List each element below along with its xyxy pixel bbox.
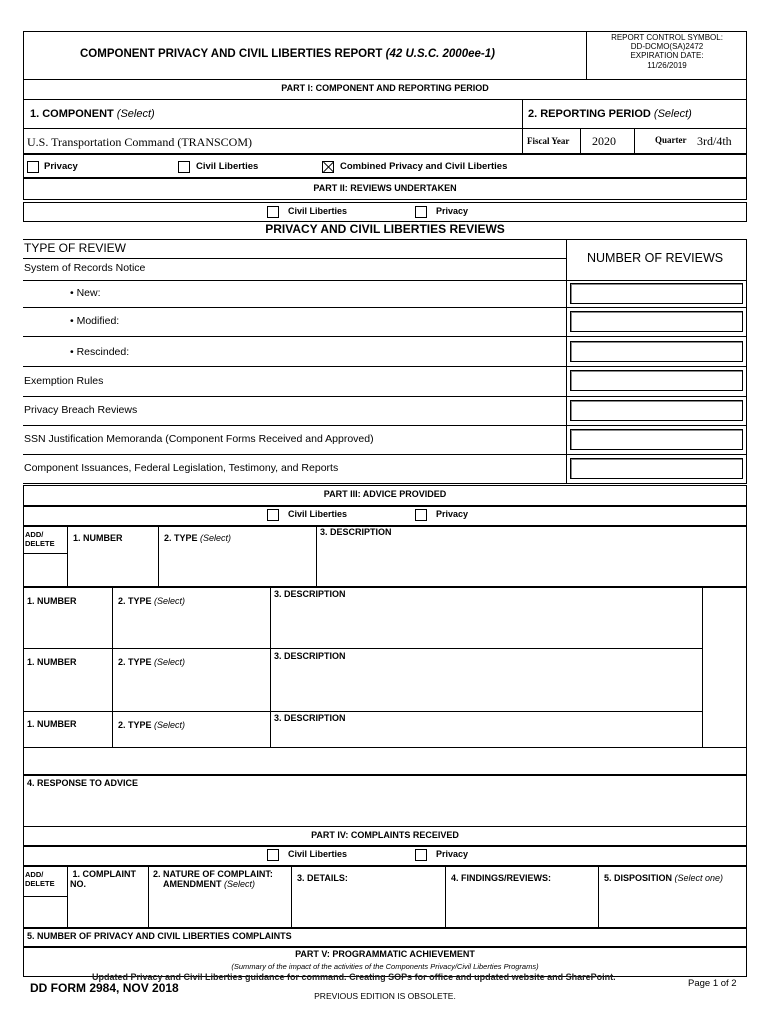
part2-title: PART II: REVIEWS UNDERTAKEN — [313, 183, 457, 193]
page-number: Page 1 of 2 — [688, 978, 737, 989]
review-row-exemption-rules: Exemption Rules — [24, 375, 104, 387]
number-of-reviews-header: NUMBER OF REVIEWS — [587, 251, 724, 265]
fiscal-year-field[interactable]: 2020 — [592, 134, 616, 148]
advice-number-label: 1. NUMBER — [27, 719, 77, 729]
part4-civil-liberties-checkbox[interactable] — [267, 849, 279, 861]
review-count-breach[interactable] — [570, 400, 743, 421]
civil-liberties-checkbox[interactable] — [178, 161, 190, 173]
form-title: COMPONENT PRIVACY AND CIVIL LIBERTIES REPORT (42 U.S.C. 2000ee-1) — [80, 48, 495, 60]
part2-civil-liberties-label: Civil Liberties — [288, 206, 348, 216]
previous-edition-note: PREVIOUS EDITION IS OBSOLETE. — [314, 991, 456, 1001]
type-of-review-header: TYPE OF REVIEW — [24, 241, 127, 255]
review-count-new[interactable] — [570, 283, 743, 304]
part3-civil-liberties-label: Civil Liberties — [288, 509, 348, 519]
review-count-modified[interactable] — [570, 311, 743, 332]
combined-checkbox-label: Combined Privacy and Civil Liberties — [340, 161, 508, 172]
component-select[interactable]: U.S. Transportation Command (TRANSCOM) — [27, 135, 253, 149]
complaint-disposition-label[interactable]: 5. DISPOSITION (Select one) — [604, 873, 724, 883]
form-number: DD FORM 2984, NOV 2018 — [30, 981, 179, 995]
advice-description-label: 3. DESCRIPTION — [274, 713, 346, 723]
review-count-exemption-rules[interactable] — [570, 370, 743, 391]
review-count-issuances[interactable] — [570, 458, 743, 479]
review-row-ssn: SSN Justification Memoranda (Component Forms Received and Approved) — [24, 433, 374, 445]
part2-privacy-label: Privacy — [436, 206, 469, 216]
part4-civil-liberties-label: Civil Liberties — [288, 849, 348, 859]
quarter-select[interactable]: 3rd/4th — [697, 134, 732, 148]
advice-type-label[interactable]: 2. TYPE (Select) — [164, 533, 232, 543]
advice-description-label: 3. DESCRIPTION — [274, 589, 346, 599]
part5-summary: (Summary of the impact of the activities of the Components Privacy/Civil Liberties Programs) — [231, 962, 539, 971]
part3-civil-liberties-checkbox[interactable] — [267, 509, 279, 521]
part5-title: PART V: PROGRAMMATIC ACHIEVEMENT — [295, 949, 475, 959]
sorn-label: System of Records Notice — [24, 262, 146, 274]
part3-type-row — [23, 506, 747, 526]
review-row-issuances: Component Issuances, Federal Legislation, Testimony, and Reports — [24, 462, 339, 474]
reporting-period-label: 2. REPORTING PERIOD (Select) — [528, 108, 692, 120]
part1-title: PART I: COMPONENT AND REPORTING PERIOD — [281, 83, 489, 93]
part4-privacy-checkbox[interactable] — [415, 849, 427, 861]
review-row-new: • New: — [70, 287, 101, 299]
privacy-checkbox[interactable] — [27, 161, 39, 173]
reviews-subheading: PRIVACY AND CIVIL LIBERTIES REVIEWS — [265, 222, 505, 236]
complaint-findings-label: 4. FINDINGS/REVIEWS: — [451, 873, 552, 883]
fiscal-year-label: Fiscal Year — [527, 136, 570, 146]
review-row-modified: • Modified: — [70, 315, 120, 327]
advice-type-label[interactable]: 2. TYPE (Select) — [118, 720, 186, 730]
advice-number-label: 1. NUMBER — [27, 657, 77, 667]
review-count-rescinded[interactable] — [570, 341, 743, 362]
complaint-count-label: 5. NUMBER OF PRIVACY AND CIVIL LIBERTIES COMPLAINTS — [27, 931, 292, 941]
part2-type-row — [23, 202, 747, 222]
civil-liberties-checkbox-label: Civil Liberties — [196, 161, 259, 172]
advice-description-label: 3. DESCRIPTION — [274, 651, 346, 661]
advice-type-label[interactable]: 2. TYPE (Select) — [118, 657, 186, 667]
response-to-advice-label: 4. RESPONSE TO ADVICE — [27, 778, 139, 788]
part3-title: PART III: ADVICE PROVIDED — [323, 489, 447, 499]
complaint-number-label: 1. COMPLAINT NO. — [70, 869, 137, 890]
part4-type-row — [23, 846, 747, 866]
advice-number-label: 1. NUMBER — [27, 596, 77, 606]
review-count-ssn[interactable] — [570, 429, 743, 450]
complaint-add-delete-label: ADD/ DELETE — [25, 870, 55, 888]
advice-type-label[interactable]: 2. TYPE (Select) — [118, 596, 186, 606]
complaint-nature-label[interactable]: 2. NATURE OF COMPLAINT: AMENDMENT (Select) — [153, 869, 273, 890]
programmatic-achievement-field[interactable]: Updated Privacy and Civil Liberties guidance for command. Creating SOPs for office and updated website and SharePoint. — [92, 972, 616, 982]
part4-privacy-label: Privacy — [436, 849, 469, 859]
report-control-symbol: REPORT CONTROL SYMBOL: DD-DCMO(SA)2472 EXPIRATION DATE: 11/26/2019 — [611, 33, 723, 70]
response-to-advice-field[interactable] — [23, 775, 747, 827]
part3-privacy-label: Privacy — [436, 509, 469, 519]
component-label: 1. COMPONENT (Select) — [30, 108, 155, 120]
add-delete-label: ADD/ DELETE — [25, 530, 55, 548]
combined-checkbox[interactable] — [322, 161, 334, 173]
review-row-breach: Privacy Breach Reviews — [24, 404, 138, 416]
part3-privacy-checkbox[interactable] — [415, 509, 427, 521]
complaint-details-label: 3. DETAILS: — [297, 873, 348, 883]
part4-title: PART IV: COMPLAINTS RECEIVED — [311, 830, 459, 840]
part2-civil-liberties-checkbox[interactable] — [267, 206, 279, 218]
review-row-rescinded: • Rescinded: — [70, 346, 130, 358]
part2-privacy-checkbox[interactable] — [415, 206, 427, 218]
advice-description-label: 3. DESCRIPTION — [320, 527, 392, 537]
quarter-label: Quarter — [655, 135, 687, 145]
privacy-checkbox-label: Privacy — [44, 161, 78, 172]
advice-number-label: 1. NUMBER — [73, 533, 123, 543]
